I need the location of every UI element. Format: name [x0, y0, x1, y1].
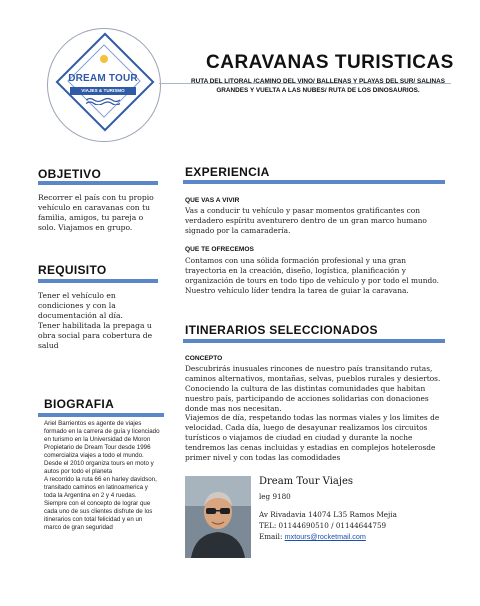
- contact-email-row: [259, 532, 366, 541]
- bio-line: itinerarios con total felicidad y en un: [44, 516, 143, 523]
- itinerarios-bar: [183, 339, 445, 343]
- bio-line: marco de gran seguridad: [44, 524, 113, 531]
- bio-line: Ariel Barrientos es agente de viajes: [44, 420, 142, 427]
- contact-address: Av Rivadavia 14074 L35 Ramos Mejia: [259, 510, 397, 519]
- objetivo-bar: [38, 181, 158, 185]
- itinerarios-text-2: Viajemos de día, respetando todas las normas viales y los limites de velocidad. Cada día, luego de desayunar realizamos los circuitos turísticos o viajamos de ciudad en ciudad y durante la noche tendremos las cenas incluidas y estadias en complejos hotelerosde primer nivel y con todas las comodidades: [185, 413, 440, 462]
- logo-tagline: VIAJES & TURISMO: [70, 87, 136, 95]
- requisito-text-2: Tener habilitada la prepaga u obra social para cobertura de salud: [38, 321, 153, 350]
- sun-icon: [100, 55, 108, 63]
- itinerarios-subhead: CONCEPTO: [185, 355, 223, 362]
- requisito-bar: [38, 279, 158, 283]
- bio-line: formado en la carrera de guía y licenciado: [44, 428, 160, 435]
- bio-line: cada uno de sus clientes disfrute de los: [44, 508, 153, 515]
- experiencia-subhead-2: QUE TE OFRECEMOS: [185, 246, 254, 253]
- waves-icon: [86, 97, 120, 105]
- bio-line: A recorrido la ruta 66 en harley davidson,: [44, 476, 157, 483]
- experiencia-text-1: Vas a conducir tu vehículo y pasar momentos gratificantes con verdadero espíritu aventurero dentro de un gran marco humano signado por la camaradería.: [185, 206, 427, 235]
- logo-name: DREAM TOUR: [68, 73, 138, 84]
- requisito-title: REQUISITO: [38, 263, 107, 277]
- itinerarios-text-1: Descubrirás inusuales rincones de nuestro país transitando rutas, caminos alternativos, montañas, selvas, pueblos rurales y desiertos. Conociendo la cultura de las distintas comunidades que habitan nuestro país, participando de acciones solidarias con donaciones donde mas nos necesitan.: [185, 364, 441, 413]
- email-label: Email:: [259, 532, 285, 541]
- bio-line: Propietario de Dream Tour desde 1996: [44, 444, 151, 451]
- requisito-text-1: Tener el vehículo en condiciones y con la documentación al día.: [38, 291, 123, 320]
- objetivo-title: OBJETIVO: [38, 167, 102, 181]
- bio-line: comercializa viajes a todo el mundo.: [44, 452, 144, 459]
- page-title: CARAVANAS TURISTICAS: [206, 52, 454, 73]
- itinerarios-title: ITINERARIOS SELECCIONADOS: [185, 323, 378, 337]
- bio-line: toda la Argentina en 2 y 4 ruedas.: [44, 492, 137, 499]
- contact-phone: TEL: 01144690510 / 01144644759: [259, 521, 387, 530]
- experiencia-title: EXPERIENCIA: [185, 165, 270, 179]
- objetivo-text: Recorrer el país con tu propio vehículo en caravanas con tu familia, amigos, tu pareja o solo. Viajamos en grupo.: [38, 193, 154, 232]
- experiencia-subhead-1: QUE VAS A VIVIR: [185, 197, 240, 204]
- biografia-title: BIOGRAFIA: [44, 397, 115, 411]
- contact-legajo: leg 9180: [259, 492, 291, 501]
- profile-photo: [185, 476, 251, 558]
- contact-name: Dream Tour Viajes: [259, 476, 354, 487]
- person-photo-illustration: [185, 476, 251, 558]
- bio-line: autos por todo el planeta: [44, 468, 113, 475]
- experiencia-bar: [183, 180, 445, 184]
- bio-line: transitado caminos en latinoamerica y: [44, 484, 148, 491]
- routes-subtitle: RUTA DEL LITORAL /CAMINO DEL VINO/ BALLENAS Y PLAYAS DEL SUR/ SALINAS GRANDES Y VUELTA A LAS NUBES/ RUTA DE LOS DINOSAURIOS.: [191, 78, 445, 94]
- bio-line: Desde el 2010 organiza tours en moto y: [44, 460, 154, 467]
- bio-line: Siempre con el concepto de lograr que: [44, 500, 151, 507]
- biografia-bar: [38, 413, 164, 417]
- bio-line: en turismo en la Universidad de Moron: [44, 436, 151, 443]
- email-link[interactable]: mxtours@rocketmail.com: [284, 532, 366, 541]
- experiencia-text-2: Contamos con una sólida formación profesional y una gran trayectoria en la creación, diseño, logística, planificación y organización de tours en todo tipo de vehículo y por todo el mundo. Nuestro vehículo líder tendra la tarea de guiar la caravana.: [185, 256, 439, 295]
- biografia-text: [44, 420, 174, 532]
